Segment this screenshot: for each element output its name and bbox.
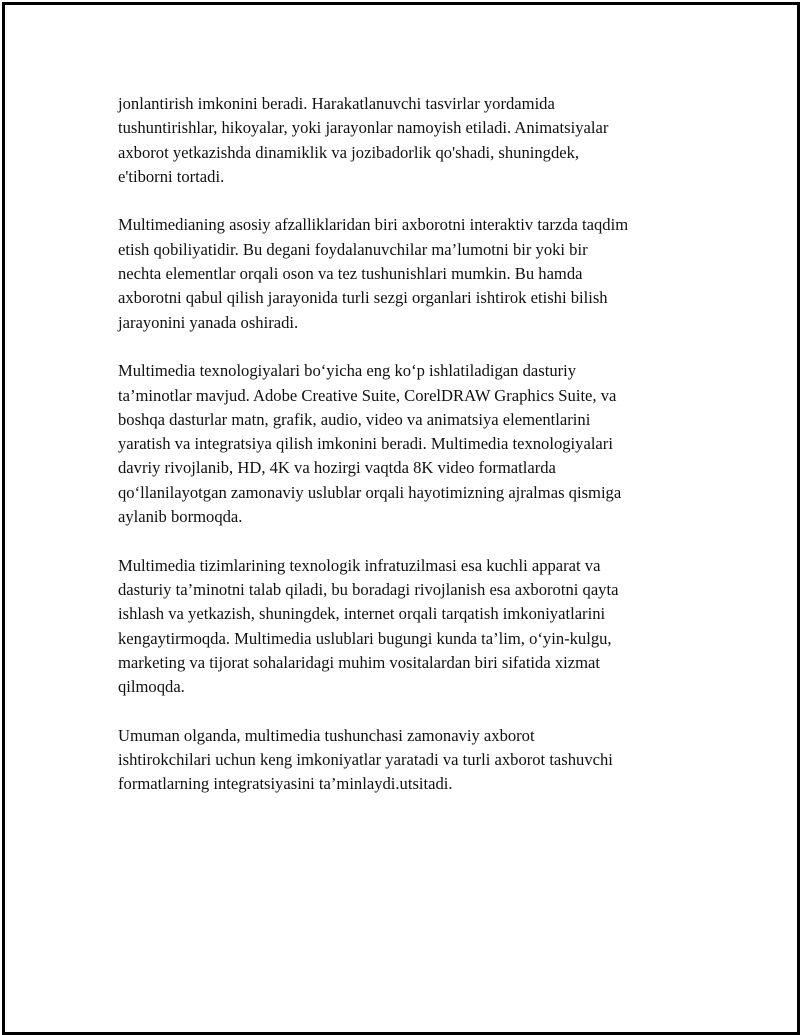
text-line: Umuman olganda, multimedia tushunchasi zamonaviy axborot [118, 725, 535, 745]
text-line: aylanib bormoqda. [118, 507, 243, 527]
paragraph-3 [118, 359, 698, 529]
text-line: tushuntirishlar, hikoyalar, yoki jarayonlar namoyish etiladi. Animatsiyalar [118, 118, 609, 138]
text-line: etish qobiliyatidir. Bu degani foydalanuvchilar ma’lumotni bir yoki bir [118, 239, 588, 259]
text-line: Multimedia tizimlarining texnologik infratuzilmasi esa kuchli apparat va [118, 555, 601, 575]
text-line: Multimedia texnologiyalari bo‘yicha eng ko‘p ishlatiladigan dasturiy [118, 361, 577, 381]
text-line: formatlarning integratsiyasini ta’minlaydi.utsitadi. [118, 774, 453, 794]
text-line: kengaytirmoqda. Multimedia uslublari bugungi kunda ta’lim, o‘yin-kulgu, [118, 628, 612, 648]
paragraph-1 [118, 92, 698, 189]
paragraph-5 [118, 724, 698, 797]
text-line: davriy rivojlanib, HD, 4K va hozirgi vaqtda 8K video formatlarda [118, 458, 556, 478]
text-line: marketing va tijorat sohalaridagi muhim vositalardan biri sifatida xizmat [118, 652, 601, 672]
text-line: nechta elementlar orqali oson va tez tushunishlari mumkin. Bu hamda [118, 264, 583, 284]
text-line: e'tiborni tortadi. [118, 166, 225, 186]
text-line: ta’minotlar mavjud. Adobe Creative Suite, CorelDRAW Graphics Suite, va [118, 385, 617, 405]
text-line: jarayonini yanada oshiradi. [118, 312, 299, 332]
text-line: ishtirokchilari uchun keng imkoniyatlar yaratadi va turli axborot tashuvchi [118, 750, 613, 770]
document-body [118, 92, 698, 821]
text-line: boshqa dasturlar matn, grafik, audio, video va animatsiya elementlarini [118, 409, 591, 429]
paragraph-4 [118, 554, 698, 700]
text-line: qilmoqda. [118, 677, 185, 697]
text-line: Multimedianing asosiy afzalliklaridan biri axborotni interaktiv tarzda taqdim [118, 215, 629, 235]
text-line: dasturiy ta’minotni talab qiladi, bu boradagi rivojlanish esa axborotni qayta [118, 579, 619, 599]
text-line: yaratish va integratsiya qilish imkonini beradi. Multimedia texnologiyalari [118, 434, 613, 454]
text-line: jonlantirish imkonini beradi. Harakatlanuvchi tasvirlar yordamida [118, 94, 555, 113]
text-line: qo‘llanilayotgan zamonaviy uslublar orqali hayotimizning ajralmas qismiga [118, 482, 622, 502]
text-line: axborotni qabul qilish jarayonida turli sezgi organlari ishtirok etishi bilish [118, 288, 608, 308]
text-line: axborot yetkazishda dinamiklik va jozibadorlik qo'shadi, shuningdek, [118, 142, 580, 162]
text-line: ishlash va yetkazish, shuningdek, internet orqali tarqatish imkoniyatlarini [118, 604, 606, 624]
paragraph-2 [118, 213, 698, 334]
